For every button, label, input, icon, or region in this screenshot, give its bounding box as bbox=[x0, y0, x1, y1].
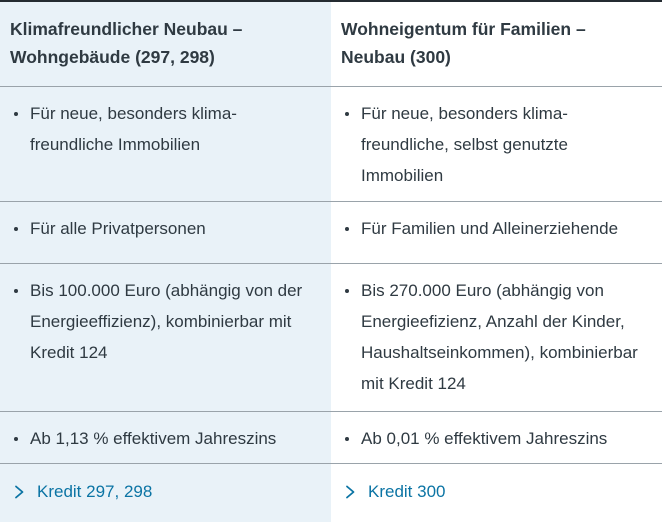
list-item bbox=[0, 412, 331, 454]
list-item bbox=[331, 412, 662, 454]
kredit-300-link[interactable] bbox=[344, 480, 446, 504]
list-item bbox=[0, 264, 331, 368]
link-row-left bbox=[0, 463, 331, 522]
feature-text: Für alle Privatpersonen bbox=[30, 219, 206, 238]
feature-row-rate-left bbox=[0, 411, 331, 463]
bullet-icon bbox=[345, 437, 349, 441]
chevron-right-icon bbox=[13, 485, 25, 499]
bullet-icon bbox=[345, 112, 349, 116]
list-item bbox=[331, 87, 662, 191]
bullet-icon bbox=[14, 112, 18, 116]
feature-text: Ab 1,13 % effektivem Jahreszins bbox=[30, 429, 277, 448]
feature-row-audience-left bbox=[0, 201, 331, 263]
product-header-right: Wohneigentum für Familien – Neubau (300) bbox=[331, 2, 662, 86]
kredit-297-298-link[interactable] bbox=[13, 480, 152, 504]
feature-row-amount-right bbox=[331, 263, 662, 411]
list-item bbox=[331, 264, 662, 399]
feature-text: Für neue, besonders klimafreundliche, selbst genutzte Immobilien bbox=[361, 104, 568, 185]
feature-text: Bis 100.000 Euro (abhängig von der Energieeffizienz), kombinierbar mit Kredit 124 bbox=[30, 281, 303, 362]
link-label: Kredit 297, 298 bbox=[37, 482, 153, 501]
feature-row-property-left bbox=[0, 86, 331, 201]
feature-row-amount-left bbox=[0, 263, 331, 411]
product-header-left: Klimafreundlicher Neubau – Wohngebäude (297, 298) bbox=[0, 2, 331, 86]
feature-text: Für Familien und Alleinerziehende bbox=[361, 219, 619, 238]
feature-row-audience-right bbox=[331, 201, 662, 263]
feature-row-property-right bbox=[331, 86, 662, 201]
link-label: Kredit 300 bbox=[368, 482, 446, 501]
list-item bbox=[0, 202, 331, 244]
bullet-icon bbox=[14, 289, 18, 293]
chevron-right-icon bbox=[344, 485, 356, 499]
bullet-icon bbox=[14, 437, 18, 441]
feature-row-rate-right bbox=[331, 411, 662, 463]
bullet-icon bbox=[345, 289, 349, 293]
bullet-icon bbox=[14, 227, 18, 231]
list-item bbox=[331, 202, 662, 244]
bullet-icon bbox=[345, 227, 349, 231]
link-row-right bbox=[331, 463, 662, 522]
feature-text: Ab 0,01 % effektivem Jahreszins bbox=[361, 429, 608, 448]
feature-text: Für neue, besonders klimafreundliche Immobilien bbox=[30, 104, 237, 154]
list-item bbox=[0, 87, 331, 160]
feature-text: Bis 270.000 Euro (abhängig von Energieefizienz, Anzahl der Kinder, Haushaltseinkommen), kombinierbar mit Kredit 124 bbox=[361, 281, 638, 393]
